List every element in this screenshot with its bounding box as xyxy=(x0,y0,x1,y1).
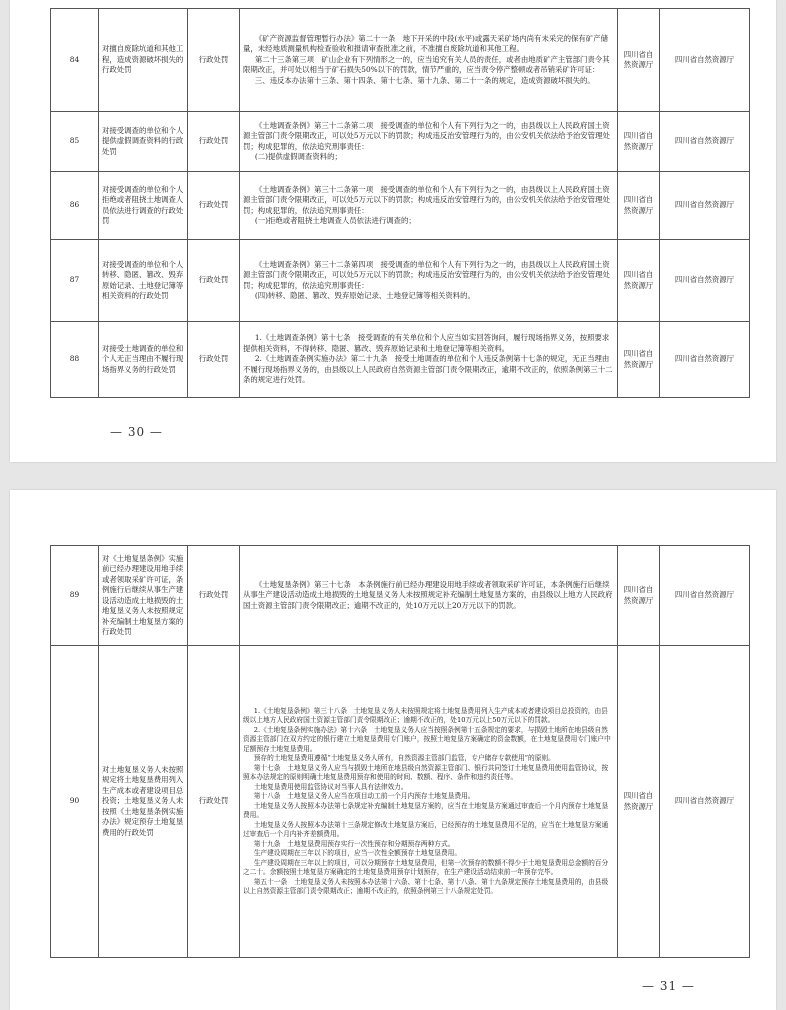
item-type: 行政处罚 xyxy=(188,172,240,240)
basis-paragraph: 1.《土地调查条例》第十七条 接受调查的有关单位和个人应当如实回答询问，履行现场指界义务，按照要求提供相关资料，不得转移、隐匿、篡改、毁弃原始记录和土地登记簿等相关资料。 xyxy=(243,333,610,353)
row-number: 85 xyxy=(51,112,99,172)
document-page-30 xyxy=(10,0,776,462)
implementing-dept: 四川省自然资源厅 xyxy=(618,172,660,240)
table-row xyxy=(51,172,750,240)
basis-paragraph: 生产建设周期在三年以下的项目，应当一次性全额预存土地复垦费用。 xyxy=(253,849,462,857)
item-type: 行政处罚 xyxy=(188,546,240,646)
page-number: — 30 — xyxy=(110,425,163,439)
row-number: 90 xyxy=(51,646,99,958)
responsible-dept: 四川省自然资源厅 xyxy=(660,112,750,172)
row-number: 88 xyxy=(51,322,99,398)
item-name: 对接受调查的单位和个人拒绝或者阻挠土地调查人员依法进行调查的行政处罚 xyxy=(99,172,188,240)
legal-basis xyxy=(240,646,618,958)
row-number: 84 xyxy=(51,9,99,112)
table-row xyxy=(51,240,750,322)
item-name: 对接受土地调查的单位和个人无正当理由不履行现场指界义务的行政处罚 xyxy=(99,322,188,398)
legal-basis xyxy=(240,240,618,322)
table-row xyxy=(51,646,750,958)
responsible-dept: 四川省自然资源厅 xyxy=(660,322,750,398)
penalty-table xyxy=(50,8,750,398)
basis-paragraph: 三、违反本办法第十三条、第十四条、第十七条、第十九条、第二十一条的规定，造成资源破坏损失的。 xyxy=(254,75,595,85)
responsible-dept: 四川省自然资源厅 xyxy=(660,172,750,240)
basis-paragraph: 第十九条 土地复垦费用预存实行一次性预存和分期预存两种方式。 xyxy=(253,839,455,848)
implementing-dept: 四川省自然资源厅 xyxy=(618,112,660,172)
table-row xyxy=(51,112,750,172)
basis-paragraph: 《土地调查条例》第三十二条第四项 接受调查的单位和个人有下列行为之一的，由县级以上人民政府国土资源主管部门责令限期改正，可以处5万元以下的罚款；构成违反治安管理行为的，由公安机关依法给予治安管理处罚；构成犯罪的，依法追究刑事责任： xyxy=(243,259,610,290)
basis-paragraph: 《土地复垦条例》第三十七条 本条例施行前已经办理建设用地手续或者领取采矿许可证，本条例施行后继续从事生产建设活动造成土地损毁的土地复垦义务人未按照规定补充编制土地复垦方案的，由县级以上地方人民政府国土资源主管部门责令限期改正；逾期不改正的，处10万元以上20万元以下的罚款。 xyxy=(243,579,613,610)
legal-basis xyxy=(240,172,618,240)
row-number: 86 xyxy=(51,172,99,240)
basis-paragraph: 《矿产资源监督管理暂行办法》第二十一条 地下开采的中段(水平)或露天采矿场内尚有未采完的保有矿产储量，未经地质测量机构检查验收和报请审查批准之前，不准擅自废除坑道和其他工程。 xyxy=(243,33,608,54)
row-number: 89 xyxy=(51,546,99,646)
basis-paragraph: 第五十一条 土地复垦义务人未按照本办法第十六条、第十七条、第十八条、第十九条规定预存土地复垦费用的，由县级以上自然资源主管部门责令限期改正；逾期不改正的，依照条例第三十八条规定处罚。 xyxy=(243,877,609,895)
document-page-31 xyxy=(10,490,776,1010)
basis-paragraph: 生产建设周期在三年以上的项目，可以分期预存土地复垦费用，但第一次预存的数额不得少于土地复垦费用总金额的百分之二十。余额按照土地复垦方案确定的土地复垦费用预存计划预存，在生产建设活动结束前一年预存完毕。 xyxy=(243,858,609,876)
basis-paragraph: 1.《土地复垦条例》第三十八条 土地复垦义务人未按照规定将土地复垦费用列入生产成本或者建设项目总投资的，由县级以上地方人民政府国土资源主管部门责令限期改正；逾期不改正的，处10万元以上50万元以下的罚款。 xyxy=(243,706,608,724)
table-row xyxy=(51,9,750,112)
implementing-dept: 四川省自然资源厅 xyxy=(618,646,660,958)
legal-basis xyxy=(240,9,618,112)
responsible-dept: 四川省自然资源厅 xyxy=(660,240,750,322)
item-name: 对接受调查的单位和个人提供虚假调查资料的行政处罚 xyxy=(99,112,188,172)
row-number: 87 xyxy=(51,240,99,322)
page-number: — 31 — xyxy=(642,979,695,993)
basis-paragraph: 第十八条 土地复垦义务人应当在项目动工前一个月内预存土地复垦费用。 xyxy=(253,792,475,800)
legal-basis xyxy=(240,322,618,398)
legal-basis xyxy=(240,546,618,646)
basis-paragraph: 预存的土地复垦费用遵循“土地复垦义务人所有，自然资源主管部门监管，专户储存专款使用”的原则。 xyxy=(253,754,555,762)
basis-paragraph: (四)转移、隐匿、篡改、毁弃原始记录、土地登记簿等相关资料的。 xyxy=(254,291,475,300)
item-type: 行政处罚 xyxy=(188,322,240,398)
implementing-dept: 四川省自然资源厅 xyxy=(618,322,660,398)
responsible-dept: 四川省自然资源厅 xyxy=(660,9,750,112)
basis-paragraph: (一)拒绝或者阻挠土地调查人员依法进行调查的； xyxy=(254,216,416,225)
basis-paragraph: 2.《土地调查条例实施办法》第二十九条 接受土地调查的单位和个人违反条例第十七条的规定，无正当理由不履行现场指界义务的，由县级以上人民政府自然资源主管部门责令限期改正，逾期不改正的，依照条例第三十二条的规定进行处罚。 xyxy=(243,354,613,385)
basis-paragraph: (二)提供虚假调查资料的； xyxy=(254,152,342,161)
basis-paragraph: 土地复垦义务人按照本办法第七条规定补充编制土地复垦方案的，应当在土地复垦方案通过审查后一个月内预存土地复垦费用。 xyxy=(243,801,609,819)
implementing-dept: 四川省自然资源厅 xyxy=(618,9,660,112)
basis-paragraph: 《土地调查条例》第三十二条第一项 接受调查的单位和个人有下列行为之一的，由县级以上人民政府国土资源主管部门责令限期改正，可以处5万元以下的罚款；构成违反治安管理行为的，由公安机关依法给予治安管理处罚；构成犯罪的，依法追究刑事责任： xyxy=(243,184,610,215)
item-name: 对擅自废除坑道和其他工程，造成资源破坏损失的行政处罚 xyxy=(99,9,188,112)
item-type: 行政处罚 xyxy=(188,9,240,112)
implementing-dept: 四川省自然资源厅 xyxy=(618,240,660,322)
responsible-dept: 四川省自然资源厅 xyxy=(660,546,750,646)
basis-paragraph: 土地复垦费用使用监管协议对当事人具有法律效力。 xyxy=(253,782,408,791)
basis-paragraph: 2.《土地复垦条例实施办法》第十六条 土地复垦义务人应当按照条例第十五条规定的要求，与损毁土地所在地县级自然资源主管部门在双方约定的银行建立土地复垦费用专门账户，按照土地复垦方案确定的资金数额，在土地复垦费用专门账户中足额预存土地复垦费用。 xyxy=(243,725,611,753)
implementing-dept: 四川省自然资源厅 xyxy=(618,546,660,646)
item-type: 行政处罚 xyxy=(188,240,240,322)
penalty-table xyxy=(50,545,750,958)
item-name: 对《土地复垦条例》实施前已经办理建设用地手续或者领取采矿许可证，条例施行后继续从事生产建设活动造成土地损毁的土地复垦义务人未按照规定补充编制土地复垦方案的行政处罚 xyxy=(99,546,188,646)
item-type: 行政处罚 xyxy=(188,646,240,958)
responsible-dept: 四川省自然资源厅 xyxy=(660,646,750,958)
item-name: 对接受调查的单位和个人转移、隐匿、篡改、毁弃原始记录、土地登记簿等相关资料的行政处罚 xyxy=(99,240,188,322)
item-type: 行政处罚 xyxy=(188,112,240,172)
table-row xyxy=(51,546,750,646)
legal-basis xyxy=(240,112,618,172)
basis-paragraph: 《土地调查条例》第三十二条第二项 接受调查的单位和个人有下列行为之一的，由县级以上人民政府国土资源主管部门责令限期改正，可以处5万元以下的罚款；构成违反治安管理行为的，由公安机关依法给予治安管理处罚；构成犯罪的，依法追究刑事责任： xyxy=(243,120,610,151)
item-name: 对土地复垦义务人未按照规定将土地复垦费用列入生产成本或者建设项目总投资；土地复垦义务人未按照《土地复垦条例实施办法》规定预存土地复垦费用的行政处罚 xyxy=(99,646,188,958)
basis-paragraph: 第二十三条第三项 矿山企业有下列情形之一的，应当追究有关人员的责任，或者由地质矿产主管部门责令其限期改正，并可处以相当于矿石损失50%以下的罚款，情节严重的，应当责令停产整顿或者吊销采矿许可证： xyxy=(243,54,610,75)
basis-paragraph: 第十七条 土地复垦义务人应当与损毁土地所在地县级自然资源主管部门、银行共同签订土地复垦费用使用监管协议，按照本办法规定的原则明确土地复垦费用预存和使用的时间、数额、程序、条件和违约责任等。 xyxy=(243,763,609,781)
basis-paragraph: 土地复垦义务人按照本办法第十三条规定修改土地复垦方案后，已经预存的土地复垦费用不足的，应当在土地复垦方案通过审查后一个月内补齐差额费用。 xyxy=(243,820,609,838)
table-row xyxy=(51,322,750,398)
